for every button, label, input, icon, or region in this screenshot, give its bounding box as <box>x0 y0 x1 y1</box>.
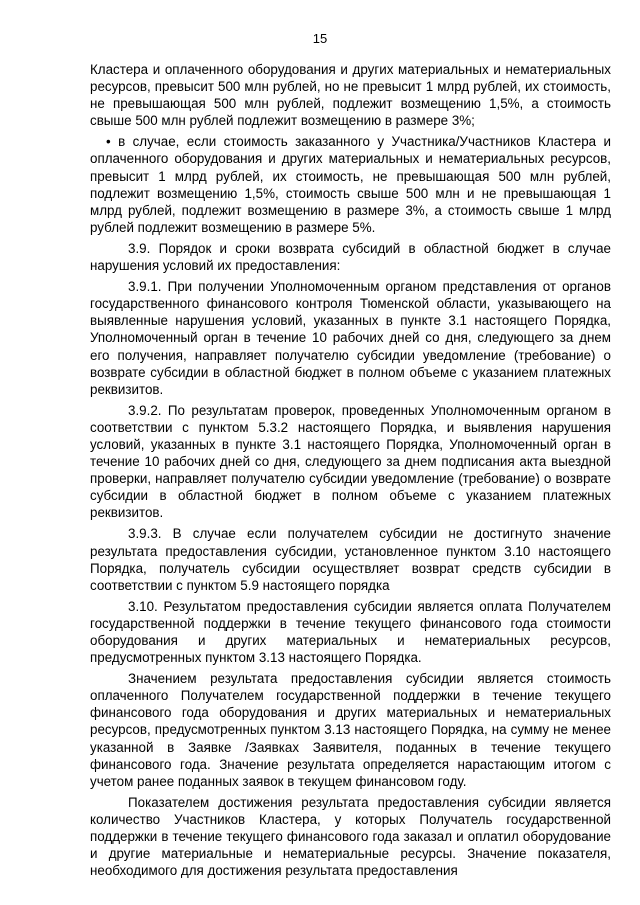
indicator-paragraph: Показателем достижения результата предоставления субсидии является количество Участников Кластера, у которых Получатель государственной поддержки в течение текущего финансового года заказал и оплатил оборудование и другие материальные и нематериальные ресурсы. Значение показателя, необходимого для достижения результата предоставления <box>90 794 611 879</box>
clause-3-9-2: 3.9.2. По результатам проверок, проведенных Уполномоченным органом в соответствии с пунктом 5.3.2 настоящего Порядка, и выявления нарушения условий, указанных в пункте 3.1 настоящего Порядка, Уполномоченный орган в течение 10 рабочих дней со дня, следующего за днем подписания акта выездной проверки, направляет получателю субсидии уведомление (требование) о возврате субсидии в областной бюджет в полном объеме с указанием платежных реквизитов. <box>90 402 611 521</box>
clause-3-9: 3.9. Порядок и сроки возврата субсидий в областной бюджет в случае нарушения условий их предоставления: <box>90 240 611 274</box>
paragraph-continuation: Кластера и оплаченного оборудования и других материальных и нематериальных ресурсов, превысит 500 млн рублей, но не превысит 1 млрд рублей, их стоимость, не превышающая 500 млн рублей, подлежит возмещению 1,5%, а стоимость свыше 500 млн рублей подлежит возмещению в размере 3%; <box>90 62 611 129</box>
clause-3-10: 3.10. Результатом предоставления субсидии является оплата Получателем государственной поддержки в течение текущего финансового года стоимости оборудования и других материальных и нематериальных ресурсов, предусмотренных пунктом 3.13 настоящего Порядка. <box>90 598 611 666</box>
page-number: 15 <box>312 31 328 46</box>
clause-3-9-3: 3.9.3. В случае если получателем субсидии не достигнуто значение результата предоставления субсидии, установленное пунктом 3.10 настоящего Порядка, получатель субсидии осуществляет возврат средств субсидии в соответствии с пунктом 5.9 настоящего порядка <box>90 526 611 593</box>
bullet-item: • в случае, если стоимость заказанного у Участника/Участников Кластера и оплаченного оборудования и других материальных и нематериальных ресурсов, превысит 1 млрд рублей, их стоимость, не превышающая 500 млн рублей, подлежит возмещению 1,5%, стоимость свыше 500 млн и не превышающая 1 млрд рублей, подлежит возмещению в размере 3%, а стоимость свыше 1 млрд рублей подлежит возмещению в размере 5%. <box>90 134 611 235</box>
result-value-paragraph: Значением результата предоставления субсидии является стоимость оплаченного Получателем государственной поддержки в течение текущего финансового года оборудования и других материальных и нематериальных ресурсов, предусмотренных пунктом 3.13 настоящего Порядка, на сумму не менее указанной в Заявке /Заявках Заявителя, поданных в течение текущего финансового года. Значение результата определяется нарастающим итогом с учетом ранее поданных заявок в текущем финансовом году. <box>90 671 611 789</box>
document-body <box>90 61 611 883</box>
clause-3-9-1: 3.9.1. При получении Уполномоченным органом представления от органов государственного финансового контроля Тюменской области, указывающего на выявленные нарушения условий, указанных в пункте 3.1 настоящего Порядка, Уполномоченный орган в течение 10 рабочих дней со дня, следующего за днем его получения, направляет получателю субсидии уведомление (требование) о возврате субсидии в областной бюджет в полном объеме с указанием платежных реквизитов. <box>90 279 611 397</box>
